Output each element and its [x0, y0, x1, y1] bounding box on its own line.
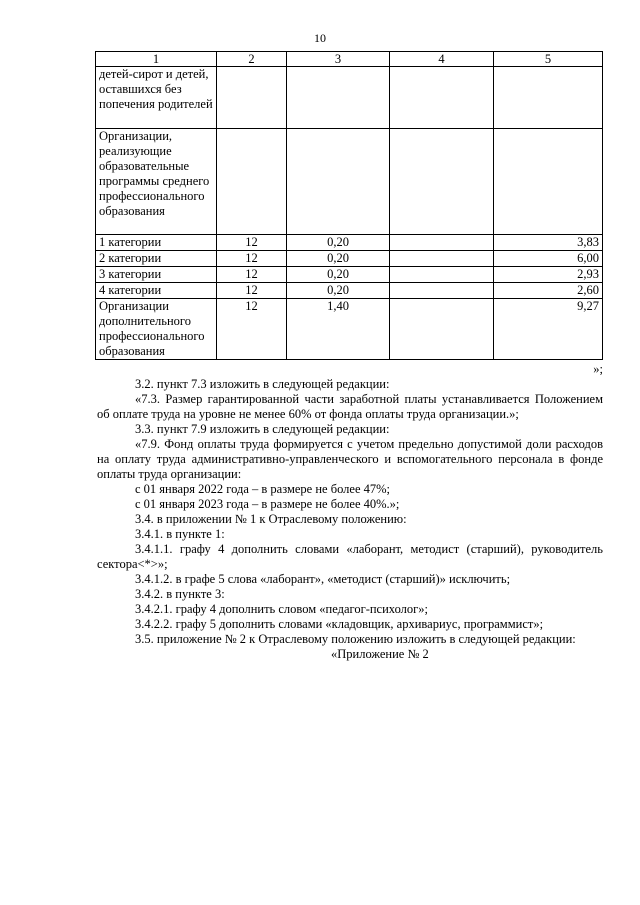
table-row	[96, 251, 603, 267]
paragraph: «7.3. Размер гарантированной части заработной платы устанавливается Положением об оплате труда на уровне не менее 60% от фонда оплаты труда организации.»;	[97, 392, 603, 421]
row-name-cell: детей-сирот и детей, оставшихся без попечения родителей	[96, 67, 217, 129]
table-cell	[390, 129, 494, 235]
table-cell	[390, 67, 494, 129]
paragraph: «7.9. Фонд оплаты труда формируется с учетом предельно допустимой доли расходов на оплату труда административно-управленческого и вспомогательного персонала в фонде оплаты труда организации:	[97, 437, 603, 481]
row-name-cell: 1 категории	[96, 235, 217, 251]
document-body	[97, 362, 603, 662]
row-name-cell: 3 категории	[96, 267, 217, 283]
table-header-cell: 5	[494, 52, 603, 67]
table-row	[96, 299, 603, 360]
paragraph: с 01 января 2022 года – в размере не более 47%;	[135, 482, 391, 496]
row-name-cell: Организации дополнительного профессионального образования	[96, 299, 217, 360]
table-header-row	[96, 52, 603, 67]
paragraph: 3.4.1. в пункте 1:	[135, 527, 225, 541]
row-name-cell: 2 категории	[96, 251, 217, 267]
table-cell	[217, 67, 287, 129]
row-name-cell: 4 категории	[96, 283, 217, 299]
table-cell	[390, 283, 494, 299]
paragraph: 3.4.1.1. графу 4 дополнить словами «лаборант, методист (старший), руководитель сектора<*>»;	[97, 542, 603, 571]
table-row	[96, 267, 603, 283]
table-row	[96, 67, 603, 129]
table-cell: 0,20	[287, 251, 390, 267]
table-cell: 12	[217, 251, 287, 267]
paragraph: 3.4. в приложении № 1 к Отраслевому положению:	[135, 512, 407, 526]
table-row	[96, 283, 603, 299]
table-cell: 12	[217, 235, 287, 251]
table-header-cell: 3	[287, 52, 390, 67]
paragraph: 3.5. приложение № 2 к Отраслевому положению изложить в следующей редакции:	[135, 632, 576, 646]
table-cell	[494, 129, 603, 235]
table-cell: 1,40	[287, 299, 390, 360]
paragraph: 3.2. пункт 7.3 изложить в следующей редакции:	[135, 377, 390, 391]
table-cell: 12	[217, 267, 287, 283]
table-cell	[390, 299, 494, 360]
table-cell: 0,20	[287, 235, 390, 251]
paragraph: 3.3. пункт 7.9 изложить в следующей редакции:	[135, 422, 390, 436]
table-header-cell: 4	[390, 52, 494, 67]
table-cell	[390, 235, 494, 251]
paragraph: 3.4.2.2. графу 5 дополнить словами «кладовщик, архивариус, программист»;	[135, 617, 544, 631]
table-cell: 3,83	[494, 235, 603, 251]
table-cell	[390, 251, 494, 267]
table-cell	[494, 67, 603, 129]
paragraph: 3.4.2.1. графу 4 дополнить словом «педагог-психолог»;	[135, 602, 428, 616]
row-name-cell: Организации, реализующие образовательные программы среднего профессионального образования	[96, 129, 217, 235]
paragraph: 3.4.1.2. в графе 5 слова «лаборант», «методист (старший)» исключить;	[135, 572, 511, 586]
table-cell: 2,60	[494, 283, 603, 299]
table-row	[96, 235, 603, 251]
paragraph: с 01 января 2023 года – в размере не более 40%.»;	[135, 497, 400, 511]
table-cell: 2,93	[494, 267, 603, 283]
table-cell: 12	[217, 283, 287, 299]
table-cell: 9,27	[494, 299, 603, 360]
table-header-cell: 2	[217, 52, 287, 67]
coefficients-table	[95, 51, 603, 360]
table-row	[96, 129, 603, 235]
table-cell	[287, 67, 390, 129]
table-cell	[390, 267, 494, 283]
table-cell	[287, 129, 390, 235]
table-cell	[217, 129, 287, 235]
quote-close: »;	[593, 362, 603, 376]
table-cell: 12	[217, 299, 287, 360]
table-cell: 0,20	[287, 267, 390, 283]
page-number: 10	[314, 31, 326, 45]
table-cell: 6,00	[494, 251, 603, 267]
appendix-heading: «Приложение № 2	[331, 647, 429, 661]
paragraph: 3.4.2. в пункте 3:	[135, 587, 225, 601]
table-header-cell: 1	[96, 52, 217, 67]
table-cell: 0,20	[287, 283, 390, 299]
